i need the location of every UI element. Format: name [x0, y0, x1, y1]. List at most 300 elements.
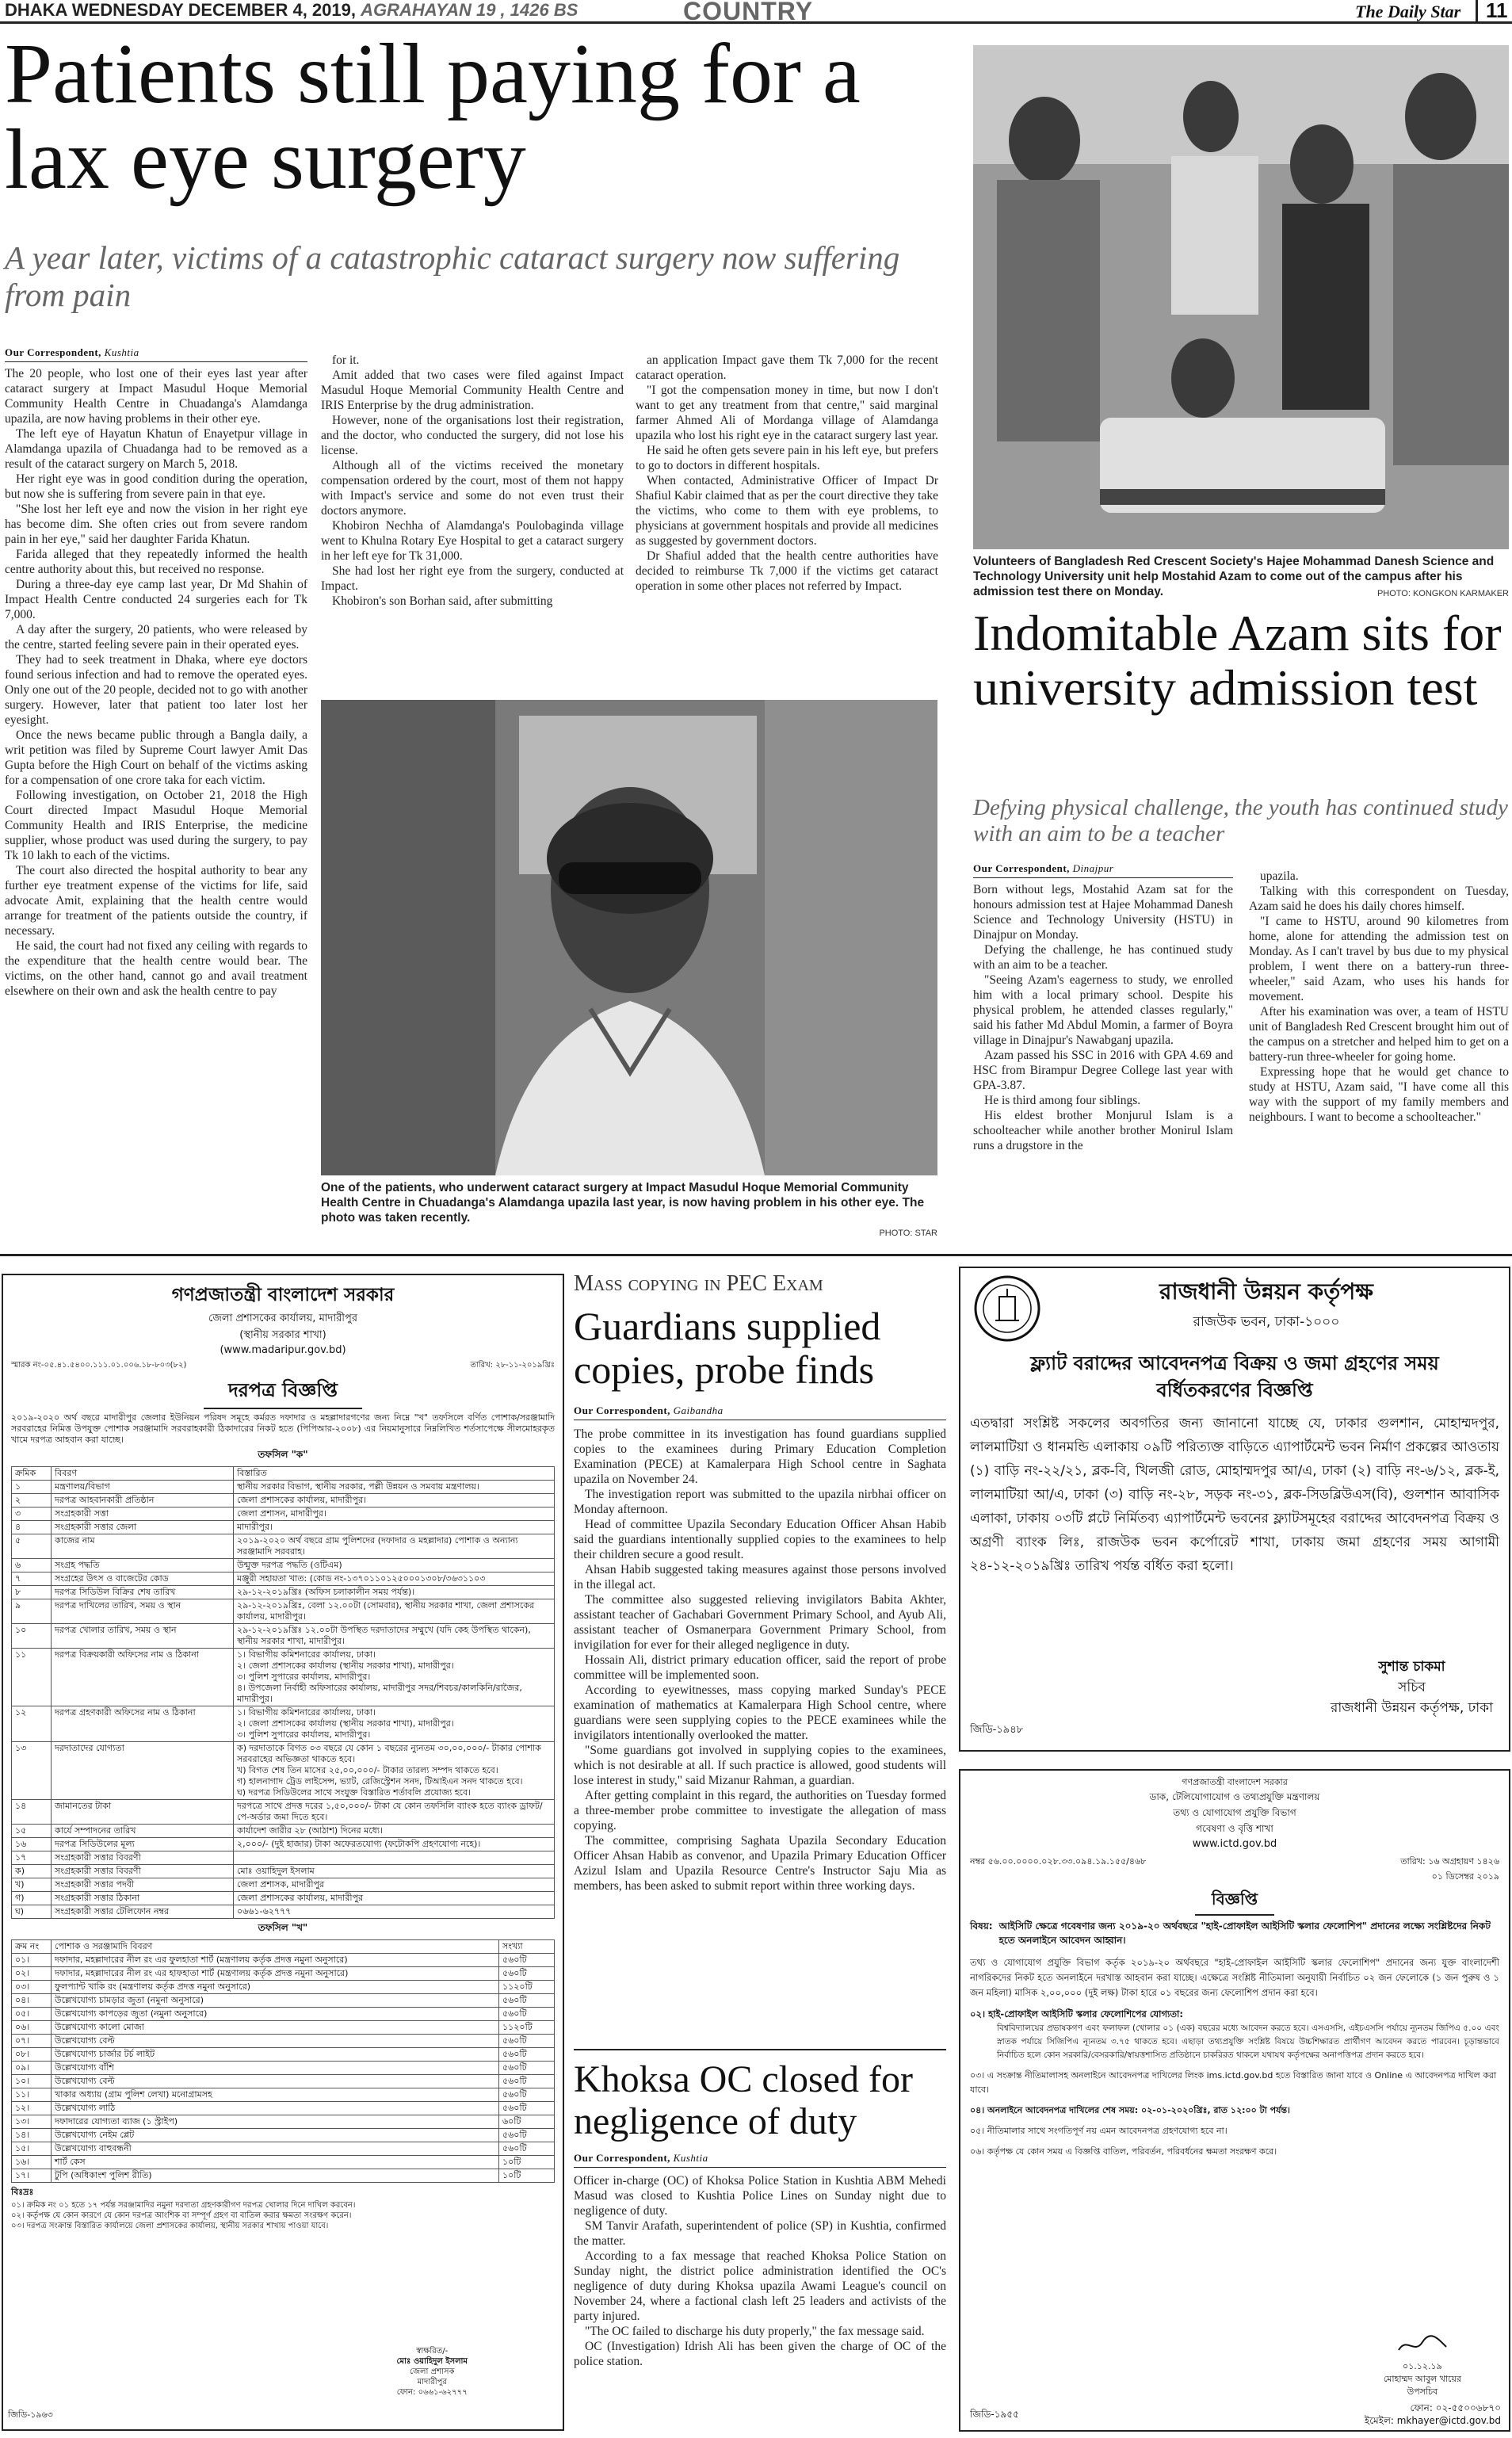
table-cell: জেলা প্রশাসন, মাদারীপুর।	[234, 1508, 555, 1521]
ad-left-memo-row	[11, 1359, 555, 1373]
ad-left-schedule-a: তফসিল "ক"	[258, 1449, 308, 1460]
ict-signature	[1384, 2333, 1461, 2398]
table-cell: ০৯।	[12, 2062, 52, 2075]
ict-date-english: ০১ ডিসেম্বর ২০১৯	[1431, 1871, 1499, 1882]
table-cell: ক) দরদাতাকে বিগত ০৩ বছরে যে কোন ১ বছরের ন্যুনতম ৩০,০০,০০০/- টাকার পোশাক সরবরাহের অভিজ্ঞতা থাকতে হবে। খ) বিগত শেষ তিন মাসের ২৫,০০,০০০/- টাকার তারল্য সম্পদ থাকতে হবে। গ) হালনাগাদ ট্রেড লাইসেন্স, ভ্যাট, রেজিস্ট্রেশন সনদ, টিআইএন সনদ থাকতে হবে। ঘ) দরপত্র সিডিউলের সাথে সংযুক্ত বিস্তারিত শর্তাবলি প্রযোজ্য হবে।	[234, 1742, 555, 1800]
story2-photo-caption: Volunteers of Bangladesh Red Crescent Society's Hajee Mohammad Danesh Science and Technology University unit help Mostahid Azam to come out of the campus after his admission test there on Monday.	[973, 555, 1495, 598]
rajuk-code: জিডি-১৯৪৮	[970, 1724, 1024, 1736]
story1-column-3	[636, 353, 938, 594]
table-cell: মাদারীপুর।	[234, 1521, 555, 1534]
ad-left-branch: (স্থানীয় সরকার শাখা)	[239, 1329, 326, 1341]
ad-left-gov: গণপ্রজাতন্ত্রী বাংলাদেশ সরকার	[171, 1285, 395, 1305]
table-cell: মঞ্জুরী সহায়তা খাত: (কোড নং-১৩৭০১১০১২৫০০০১৩০৮/৩৬৩১১০৩	[234, 1572, 555, 1586]
story3-byline: Our Correspondent, Gaibandha	[574, 1404, 724, 1416]
story2-deck: Defying physical challenge, the youth has continued study with an aim to be a teacher	[973, 795, 1508, 847]
table-cell: ৫৬০টি	[499, 2048, 555, 2062]
table-cell: ক)	[12, 1865, 52, 1878]
ict-branch: গবেষণা ও বৃত্তি শাখা	[1196, 1823, 1273, 1834]
paragraph: According to a fax message that reached Khoksa Police Station on Sunday night, the district police administration identified the OC's negligence of duty during Khoksa upazila Awami League's council on November 24, where a factional clash left 25 leaders and activists of the party injured.	[574, 2249, 946, 2323]
table-cell: ১৭।	[12, 2169, 52, 2183]
table-cell: উল্লেখযোগ্য বাঁশি	[52, 2062, 499, 2075]
paragraph: The court also directed the hospital authority to bear any further eye treatment expense of the victims for life, said advocate Amit, explaining that the health centre would arrange for treatment of the patients outside the country, if necessary.	[5, 864, 307, 938]
table-row	[12, 1494, 555, 1508]
table-cell: সংগ্রহকারী সত্তার ঠিকানা	[52, 1892, 234, 1905]
table-row	[12, 1838, 555, 1851]
signature-title: উপসচিব	[1407, 2386, 1438, 2397]
table-cell: ১৪।	[12, 2129, 52, 2142]
table-row	[12, 1954, 555, 1967]
rajuk-seal-icon	[973, 1274, 1041, 1343]
table-cell: ৫৬০টি	[499, 1994, 555, 2008]
signature-label: স্বাক্ষরিত/-	[416, 2347, 449, 2356]
table-cell: ৮	[12, 1586, 52, 1599]
table-head: সংখ্যা	[499, 1940, 555, 1954]
dateline: DHAKA WEDNESDAY DECEMBER 4, 2019, AGRAHAYAN 19 , 1426 BS	[5, 0, 578, 20]
table-cell: খাকার অধ্যায় (গ্রাম পুলিশ লেখা) মনোগ্রামসহ	[52, 2088, 499, 2102]
table-cell: দরদাতাদের যোগ্যতা	[52, 1742, 234, 1800]
table-cell: ৫৬০টি	[499, 2075, 555, 2088]
table-cell: ৫৬০টি	[499, 2008, 555, 2021]
ad-left-intro: ২০১৯-২০২০ অর্থ বছরে মাদারীপুর জেলার ইউনিয়ন পরিষদ সমূহে কর্মরত দফাদার ও মহল্লাদারগণের জন্য নিম্নে "খ" তফসিলে বর্ণিত পোশাক/সরঞ্জামাদি সরবরাহের নিমিত্ত উপযুক্ত পোশাক সরঞ্জামাদি সরবরাহকারী ঠিকাদারের নিকট হতে (পিপিআর-২০০৮) এর নিয়মানুসারে নিম্নলিখিত শর্তসাপেক্ষে সীলমোহরকৃত খামে দরপত্র আহবান করা যাচ্ছে।	[11, 1412, 555, 1445]
paragraph: an application Impact gave them Tk 7,000 for the recent cataract operation.	[636, 353, 938, 382]
table-cell: ২	[12, 1494, 52, 1508]
table-row	[12, 1572, 555, 1586]
table-cell: ১০	[12, 1624, 52, 1649]
table-cell: ১৭	[12, 1851, 52, 1865]
table-cell: ২৯-১২-২০১৯খ্রিঃ (অফিস চলাকালীন সময় পর্যন্ত)।	[234, 1586, 555, 1599]
table-cell: ৭	[12, 1572, 52, 1586]
paragraph: Expressing hope that he would get chance to study at HSTU, Azam said, "I have come all this way with the support of my family members and neighbours. I want to become a schoolteacher."	[1249, 1065, 1509, 1124]
ict-para-2: বিশ্ববিদ্যালয়ের প্রভাষকগণ এবং ফলাফল (খোলার ০১ (এক) বছরের মধ্যে আবেদন করতে হবে। এসএসসি, এইচএসসি পর্যায়ে ন্যূনতম জিপিএ ৫.০০ এবং স্নাতক পর্যায়ে সিজিপিএ ন্যূনতম ৩.৭৫ থাকতে হবে। এছাড়া তথ্যপ্রযুক্তি সংশ্লিষ্ট বিষয়ে উচ্চশিক্ষারত প্রার্থীগণ আবেদন করতে পারবেন। চূড়ান্তভাবে নির্বাচিত হলে কোন সরকারি/বেসরকারি/স্বায়ত্তশাসিত প্রতিষ্ঠানে চাকরিরত থাকলে যথাযথ কর্তৃপক্ষের অনাপত্তিপত্র প্রদান করতে হবে।	[997, 2023, 1499, 2060]
paragraph: His eldest brother Monjurul Islam is a schoolteacher while another brother Monirul Islam runs a drugstore in the	[973, 1109, 1233, 1152]
story3-kicker: Mass copying in PEC Exam	[574, 1271, 823, 1296]
paragraph: Officer in-charge (OC) of Khoksa Police Station in Kushtia ABM Mehedi Masud was closed to Kushtia Police Lines on Sunday night due to negligence of duty.	[574, 2174, 946, 2218]
table-cell: ৫৬০টি	[499, 2129, 555, 2142]
table-cell: জেলা প্রশাসক, মাদারীপুর	[234, 1878, 555, 1892]
table-cell: কাজের নাম	[52, 1534, 234, 1559]
ict-para-5: ০৫। নীতিমালার সাথে সংগতিপূর্ণ নয় এমন আবেদনপত্র গ্রহণযোগ্য হবে না।	[970, 2126, 1228, 2136]
ad-left-title: দরপত্র বিজ্ঞপ্তি	[204, 1376, 362, 1409]
ict-email: ইমেইল: mkhayer@ictd.gov.bd	[1364, 2415, 1501, 2426]
ict-division: তথ্য ও যোগাযোগ প্রযুক্তি বিভাগ	[1173, 1807, 1296, 1818]
table-cell	[234, 1851, 555, 1865]
table-cell: ১। বিভাগীয় কমিশনারের কার্যালয়, ঢাকা। ২। জেলা প্রশাসকের কার্যালয় (স্থানীয় সরকার শাখা), মাদারীপুর। ৩। পুলিশ সুপারের কার্যালয়, মাদারীপুর। ৪। উপজেলা নির্বাহী অফিসারের কার্যালয়, মাদারীপুর সদর/শিবচর/কালকিনি/রাজৈর, মাদারীপুর।	[234, 1649, 555, 1706]
story3-headline: Guardians supplied copies, probe finds	[574, 1304, 881, 1392]
paragraph: SM Tanvir Arafath, superintendent of police (SP) in Kushtia, confirmed the matter.	[574, 2219, 946, 2248]
table-row	[12, 2062, 555, 2075]
table-cell: উল্লেখযোগ্য কাপড়ের জুতা (নমুনা অনুসারে)	[52, 2008, 499, 2021]
table-cell: দফাদার, মহল্লাদারের নীল রং এর ফুলহাতা শার্ট (মন্ত্রণালয় কর্তৃক প্রদত্ত নমুনা অনুসারে)	[52, 1954, 499, 1967]
table-cell: ১	[12, 1481, 52, 1494]
table-cell: ১৩	[12, 1742, 52, 1800]
table-row	[12, 2035, 555, 2048]
table-head: পোশাক ও সরঞ্জামাদি বিবরণ	[52, 1940, 499, 1954]
table-row	[12, 1825, 555, 1838]
table-row	[12, 1967, 555, 1981]
paragraph: She had lost her right eye from the surgery, conducted at Impact.	[321, 564, 624, 593]
paragraph: Khobiron Nechha of Alamdanga's Poulobaginda village went to Khulna Rotary Eye Hospital to get a cataract surgery in her left eye for Tk 31,000.	[321, 519, 624, 563]
rajuk-body: এতদ্বারা সংশ্লিষ্ট সকলের অবগতির জন্য জানানো যাচ্ছে যে, ঢাকার গুলশান, মোহাম্মদপুর, লালমাটিয়া ও ধানমন্ডি এলাকায় ০৯টি পরিত্যক্ত বাড়িতে এ্যাপার্টমেন্ট ভবন নির্মাণ প্রকল্পের আওতায় (১) বাড়ি নং-২২/২১, ব্লক-বি, খিলজী রোড, মোহাম্মদপুর আ/এ, ঢাকা (২) বাড়ি নং-৬/১২, ব্লক-ই, লালমাটিয়া আ/এ, ঢাকা (৩) বাড়ি নং-২৮, সড়ক নং-৩১, ব্লক-সিডব্লিউএস(বি), গুলশান আবাসিক এলাকা, ঢাকায় ০৩টি প্লটে নির্মিতব্য এ্যাপার্টমেন্ট ভবনের ফ্ল্যাটসমূহের বরাদ্দের আবেদনপত্র বিক্রয় ও অগ্রণী ব্যাংক লিঃ, রাজউক ভবন কর্পোরেট শাখা, ঢাকায় জমা গ্রহণের সময় আগামী ২৪-১২-২০১৯খ্রিঃ তারিখ পর্যন্ত বর্ধিত করা হলো।	[970, 1416, 1499, 1574]
ict-memo: নম্বর ৫৬.০০.০০০০.০২৮.৩৩.০৯৪.১৯.১৫৫/৪৬৮	[970, 1856, 1147, 1867]
paragraph: The committee also suggested relieving invigilators Babita Akhter, assistant teacher of Gachabari Government Primary School, and Ayub Ali, assistant teacher of Osmanerpara Government Primary School, from invigilation for ever for their alleged negligence in duty.	[574, 1593, 946, 1652]
signature-name: মোঃ ওয়াহিদুল ইসলাম	[396, 2357, 468, 2366]
table-cell: ১০টি	[499, 2156, 555, 2169]
page-number: 11	[1476, 0, 1508, 23]
table-cell: জেলা প্রশাসকের কার্যালয়, মাদারীপুর	[234, 1892, 555, 1905]
ict-para-3: ০৩। এ সংক্রান্ত নীতিমালাসহ অনলাইনে আবেদনপত্র দাখিলের লিংক ims.ictd.gov.bd হতে বিস্তারিত জানা যাবে ও Online এ আবেদনপত্র দাখিল করা যাবে।	[970, 2070, 1497, 2095]
paragraph: Farida alleged that they repeatedly informed the health centre authority about this, but received no response.	[5, 548, 307, 576]
table-row	[12, 1559, 555, 1572]
ict-subject	[970, 1919, 1499, 1947]
ict-ministry: ডাক, টেলিযোগাযোগ ও তথ্যপ্রযুক্তি মন্ত্রণালয়	[1149, 1791, 1320, 1802]
table-cell: সংগ্রহকারী সত্তার টেলিফোন নম্বর	[52, 1905, 234, 1919]
table-cell: ০৪।	[12, 1994, 52, 2008]
table-cell: ৯	[12, 1599, 52, 1624]
story2-photo-credit: PHOTO: KONGKON KARMAKER	[1376, 589, 1509, 598]
ad-left-code: জিডি-১৯৬৩	[8, 2409, 53, 2420]
table-row	[12, 1586, 555, 1599]
table-cell: ১৬।	[12, 2156, 52, 2169]
table-cell: উল্লেখযোগ্য চার্জার টর্চ লাইট	[52, 2048, 499, 2062]
ict-code: জিডি-১৯৫৫	[970, 2409, 1019, 2420]
paragraph: The committee, comprising Saghata Upazila Secondary Education Officer Ahsan Habib as convenor, and Upazila Primary Education Officer Azizul Islam and Upazila Resource Centre's Instructor Saju Mia as members, has been asked to submit report within three working days.	[574, 1834, 946, 1893]
table-cell: দরপত্র সিডিউল বিক্রির শেষ তারিখ	[52, 1586, 234, 1599]
table-row	[12, 1706, 555, 1742]
story2-column-1	[973, 882, 1233, 1153]
paragraph: The investigation report was submitted to the upazila nirbhai officer on Monday afternoon.	[574, 1488, 946, 1516]
table-cell: ২০১৯-২০২০ অর্থ বছরে গ্রাম পুলিশদের (দফাদার ও মহল্লাদার) পোশাক ও অন্যান্য সরঞ্জামাদি সরবরাহ।	[234, 1534, 555, 1559]
signature-name: মোহাম্মদ আবুল খায়ের	[1383, 2374, 1461, 2384]
table-cell: ১৩।	[12, 2115, 52, 2129]
table-cell: জেলা প্রশাসকের কার্যালয়, মাদারীপুর।	[234, 1494, 555, 1508]
signature-org: রাজধানী উন্নয়ন কর্তৃপক্ষ, ঢাকা	[1330, 1700, 1493, 1716]
table-row	[12, 1521, 555, 1534]
table-row	[12, 2048, 555, 2062]
signature-place: মাদারীপুর	[417, 2378, 447, 2386]
ict-para-2-title: ০২। হাই-প্রোফাইল আইসিটি স্কলার ফেলোশিপের যোগ্যতা:	[970, 2008, 1183, 2020]
table-cell: গ)	[12, 1892, 52, 1905]
paragraph: Her right eye was in good condition during the operation, but now she is suffering from severe pain in that eye.	[5, 472, 307, 501]
table-cell: দরপত্র সিডিউলের মূল্য	[52, 1838, 234, 1851]
paragraph: "She lost her left eye and now the vision in her right eye has become dim. She often cries out from severe random pain in her eye," said her daughter Farida Khatun.	[5, 503, 307, 546]
rajuk-org: রাজধানী উন্নয়ন কর্তৃপক্ষ	[1159, 1278, 1373, 1305]
table-row	[12, 2169, 555, 2183]
table-cell: ১২।	[12, 2102, 52, 2115]
table-cell: দরপত্র গ্রহণকারী অফিসের নাম ও ঠিকানা	[52, 1706, 234, 1742]
table-cell: ১১২০টি	[499, 1981, 555, 1994]
table-cell: সংগ্রহকারী সত্তা	[52, 1508, 234, 1521]
patient-photo-image	[321, 700, 937, 1175]
table-row	[12, 2075, 555, 2088]
paragraph: "Some guardians got involved in supplying copies to the examinees, which is not desirable at all. If such practice is allowed, good students will lose interest in study," said Mizanur Rahman, a guardian.	[574, 1744, 946, 1787]
story3-body	[574, 1427, 946, 1893]
rajuk-address: রাজউক ভবন, ঢাকা-১০০০	[1193, 1314, 1340, 1330]
table-row	[12, 1865, 555, 1878]
table-cell: ০৭।	[12, 2035, 52, 2048]
table-row	[12, 2156, 555, 2169]
table-cell: ২৯-১২-২০১৯খ্রিঃ ১২.০০টা উপস্থিত দরদাতাদের সম্মুখে (যদি কেহ উপস্থিত থাকেন), স্থানীয় সরকার শাখা, মাদারীপুর।	[234, 1624, 555, 1649]
table-cell: সংগ্রহ পদ্ধতি	[52, 1559, 234, 1572]
table-cell: ০১।	[12, 1954, 52, 1967]
story4-byline: Our Correspondent, Kushtia	[574, 2152, 708, 2164]
ad-left-signature	[397, 2346, 468, 2398]
table-cell: ফুলপ্যান্ট খাকি রং (মন্ত্রণালয় কর্তৃক প্রদত্ত নমুনা অনুসারে)	[52, 1981, 499, 1994]
table-head: বিস্তারিত	[234, 1467, 555, 1481]
table-cell: ০৮।	[12, 2048, 52, 2062]
table-cell: ০৬।	[12, 2021, 52, 2035]
table-cell: দফাদারের যোগ্যতা ব্যাজ (১ স্ট্রাইপ)	[52, 2115, 499, 2129]
ict-fellowship-advertisement	[959, 1769, 1510, 2432]
story1-column-2	[321, 353, 624, 609]
story4-headline: Khoksa OC closed for negligence of duty	[574, 2058, 913, 2142]
table-cell: উল্লেখযোগ্য নেইম প্লেট	[52, 2129, 499, 2142]
story1-photo-patient	[321, 700, 937, 1175]
table-row	[12, 1981, 555, 1994]
table-cell: ৫৬০টি	[499, 1954, 555, 1967]
tender-notice-advertisement	[2, 1274, 564, 2431]
table-row	[12, 1481, 555, 1494]
signature-title: সচিব	[1398, 1679, 1426, 1695]
paragraph: Dr Shafiul added that the health centre authorities have decided to reimburse Tk 7,000 if the victims get cataract operation in some other places not referred by Impact.	[636, 549, 938, 593]
table-row	[12, 2129, 555, 2142]
ad-left-schedule-b: তফসিল "খ"	[258, 1922, 308, 1933]
table-row	[12, 2142, 555, 2156]
ict-subject-label: বিষয়:	[970, 1920, 993, 1932]
table-row	[12, 1851, 555, 1865]
schedule-a-table	[11, 1466, 555, 1919]
ict-contact	[1365, 2402, 1501, 2427]
table-cell: সংগ্রহকারী সত্তার বিবরণী	[52, 1865, 234, 1878]
story2-byline: Our Correspondent, Dinajpur	[973, 862, 1114, 874]
paragraph: "Seeing Azam's eagerness to study, we enrolled him with a local primary school. Despite his physical problem, he attended classes regularly," said his father Md Abdul Momin, a farmer of Boyra village in Dinajpur's Nawabganj upazila.	[973, 973, 1233, 1047]
table-head: ক্রম নং	[12, 1940, 52, 1954]
paragraph: After getting complaint in this regard, the authorities on Tuesday formed a three-member probe committee to investigate the allegation of mass copying.	[574, 1789, 946, 1832]
paragraph: Head of committee Upazila Secondary Education Officer Ahsan Habib said the guardians intentionally supplied copies to the examinees to help their children secure a good result.	[574, 1518, 946, 1561]
ict-para-6: ০৬। কর্তৃপক্ষ যে কোন সময় এ বিজ্ঞপ্তি বাতিল, পরিবর্তন, পরিবর্ধনের ক্ষমতা সংরক্ষণ করে।	[970, 2146, 1277, 2157]
paragraph: Born without legs, Mostahid Azam sat for the honours admission test at Hajee Mohammad Danesh Science and Technology University (HSTU) in Dinajpur on Monday.	[973, 883, 1233, 942]
table-cell: ১০টি	[499, 2169, 555, 2183]
table-cell: সংগ্রহকারী সত্তার বিবরণী	[52, 1851, 234, 1865]
table-row	[12, 2021, 555, 2035]
story1-photo-credit: PHOTO: STAR	[879, 1229, 937, 1238]
table-cell: ১৫	[12, 1825, 52, 1838]
paragraph: OC (Investigation) Idrish Ali has been given the charge of OC of the police station.	[574, 2340, 946, 2368]
table-cell: টুপি (অধিকাংশ পুলিশ রীতি)	[52, 2169, 499, 2183]
story1-headline: Patients still paying for a lax eye surgery	[5, 27, 861, 207]
paragraph: When contacted, Administrative Officer of Impact Dr Shafiul Kabir claimed that as per the court directive they take the victims, who come to them with eye problems, to physicians at government hospitals and provide all medicines as suggested by government doctors.	[636, 474, 938, 548]
table-cell: শার্ট কেস	[52, 2156, 499, 2169]
table-cell: কার্যে সম্পাদনের তারিখ	[52, 1825, 234, 1838]
ad-left-notes-title: বিঃদ্রঃ	[11, 2187, 34, 2197]
table-cell: উল্লেখযোগ্য লাঠি	[52, 2102, 499, 2115]
table-cell: ৫৬০টি	[499, 2102, 555, 2115]
ict-memo-row	[970, 1855, 1499, 1885]
table-cell: ১৫।	[12, 2142, 52, 2156]
paragraph: He said he often gets severe pain in his left eye, but prefers to go to doctors in different hospitals.	[636, 444, 938, 472]
ict-phone: ফোন: ০২-৫৫০০৬৮৭০	[1410, 2402, 1501, 2413]
table-cell: ১৬	[12, 1838, 52, 1851]
paragraph: Ahsan Habib suggested taking measures against those persons involved in the illegal act.	[574, 1563, 946, 1592]
ad-left-office: জেলা প্রশাসকের কার্যালয়, মাদারীপুর	[208, 1313, 357, 1324]
story2-headline: Indomitable Azam sits for university admission test	[973, 605, 1502, 716]
paragraph: The left eye of Hayatun Khatun of Enayetpur village in Alamdanga upazila of Chuadanga had to be removed as a result of the cataract surgery on March 5, 2018.	[5, 427, 307, 471]
ict-title: বিজ্ঞপ্তি	[1195, 1888, 1274, 1916]
volunteers-photo-image	[973, 45, 1509, 549]
table-cell: দরপত্র দাখিলের তারিখ, সময় ও স্থান	[52, 1599, 234, 1624]
paragraph: Talking with this correspondent on Tuesday, Azam said he does his daily chores himself.	[1249, 885, 1509, 913]
paragraph: However, none of the organisations lost their registration, and the doctor, who conducted the surgery, did not lose his license.	[321, 414, 624, 457]
page-header	[0, 0, 1512, 24]
paragraph: Following investigation, on October 21, 2018 the High Court directed Impact Masudul Hoque Memorial Community Health and IRIS Enterprise, the medicine supplier, whose product was used during the surgery, to pay Tk 10 lakh to each of the victims.	[5, 789, 307, 862]
ict-subject-text: আইসিটি ক্ষেত্রে গবেষণার জন্য ২০১৯-২০ অর্থবছরে "হাই-প্রোফাইল আইসিটি স্কলার ফেলোশিপ" প্রদানের লক্ষ্যে সংশ্লিষ্টদের নিকট হতে অনলাইনে আবেদন আহ্বান।	[998, 1920, 1491, 1946]
paragraph: "I got the compensation money in time, but now I don't want to get any treatment from that centre," said marginal farmer Ahmed Ali of Mordanga village of Alamdanga upazila who lost his right eye in the cataract surgery last year.	[636, 384, 938, 442]
paragraph: Defying the challenge, he has continued study with an aim to be a teacher.	[973, 943, 1233, 972]
paragraph: A day after the surgery, 20 patients, who were released by the centre, started feeling severe pain in their operated eyes.	[5, 623, 307, 652]
table-head: বিবরণ	[52, 1467, 234, 1481]
rajuk-title: ফ্ল্যাট বরাদ্দের আবেদনপত্র বিক্রয় ও জমা গ্রহণের সময় বর্ধিতকরণের বিজ্ঞপ্তি	[1030, 1352, 1439, 1401]
table-cell: ০৫।	[12, 2008, 52, 2021]
table-row	[12, 1599, 555, 1624]
section-name: COUNTRY	[683, 0, 814, 25]
paragraph: Once the news became public through a Bangla daily, a writ petition was filed by Supreme Court lawyer Amit Das Gupta before the High Court on behalf of the victims asking for a compensation of one crore taka for each victim.	[5, 728, 307, 787]
paragraph: They had to seek treatment in Dhaka, where eye doctors found serious infection and had to remove the operated eyes. Only one out of the 20 people, decided not to go with another surgery. However, later that patient too later lost her eyesight.	[5, 653, 307, 727]
ict-para-1: তথ্য ও যোগাযোগ প্রযুক্তি বিভাগ কর্তৃক ২০১৯-২০ অর্থবছরে "হাই-প্রোফাইল আইসিটি স্কলার ফেলোশিপ" প্রদানের জন্য যুক্ত বাংলাদেশী নাগরিকদের নিকট হতে অনলাইনে দরখাস্ত আহবান করা যাচ্ছে। এক্ষেত্রে সংশ্লিষ্ট নীতিমালা অনুযায়ী নির্বাচিত ০২ জন ফেলোকে (১ জন পুরুষ ও ১ জন মহিলা) মাসিক ২,০০,০০০ (দুই লক্ষ) টাকা হারে ০১ বছরের জন্য ফেলোশিপ প্রদান করা হবে।	[970, 1957, 1499, 1998]
signature-title: জেলা প্রশাসক	[410, 2367, 455, 2376]
table-cell: ৪	[12, 1521, 52, 1534]
story1-deck: A year later, victims of a catastrophic cataract surgery now suffering from pain	[5, 239, 900, 314]
table-cell: স্থানীয় সরকার বিভাগ, স্থানীয় সরকার, পল্লী উন্নয়ন ও সমবায় মন্ত্রণালয়।	[234, 1481, 555, 1494]
ict-date-bangla: তারিখ: ১৬ অগ্রহায়ণ ১৪২৬	[1400, 1856, 1499, 1867]
ad-left-date: তারিখ: ২৮-১১-২০১৯খ্রিঃ	[470, 1361, 555, 1370]
table-cell: দরপত্র বিক্রয়কারী অফিসের নাম ও ঠিকানা	[52, 1649, 234, 1706]
table-cell: ৫৬০টি	[499, 2088, 555, 2102]
table-cell: ১০।	[12, 2075, 52, 2088]
table-cell: ০৬৬১-৬২৭৭৭	[234, 1905, 555, 1919]
paragraph: He is third among four siblings.	[984, 1094, 1141, 1107]
paragraph: "I came to HSTU, around 90 kilometres from home, alone for attending the admission test on Monday. As I can't travel by bus due to my physical problem, I went there on a battery-run three-wheeler," said Azam, who uses his hands for movement.	[1249, 915, 1509, 1003]
paragraph: After his examination was over, a team of HSTU unit of Bangladesh Red Crescent brought him out of the campus on a stretcher and helped him to get on a battery-run three-wheeler for going home.	[1249, 1005, 1509, 1064]
table-cell: ১২	[12, 1706, 52, 1742]
table-row	[12, 2008, 555, 2021]
paragraph: Azam passed his SSC in 2016 with GPA 4.69 and HSC from Birampur Degree College last year with GPA-3.87.	[973, 1049, 1233, 1092]
paragraph: According to eyewitnesses, mass copying marked Sunday's PECE examination of mathematics at Kamalerpara High School centre, where guardians were seen supplying copies to the PECE examinees while the invigilators intentionally overlooked the matter.	[574, 1683, 946, 1742]
table-cell: কার্যাদেশ জারীর ২৮ (আঠাশ) দিনের মধ্যে।	[234, 1825, 555, 1838]
table-row	[12, 2088, 555, 2102]
schedule-b-table	[11, 1939, 555, 2183]
table-row	[12, 1742, 555, 1800]
table-cell: উল্লেখযোগ্য বেল্ট	[52, 2075, 499, 2088]
ad-left-memo: স্মারক নং-০৫.৪১.৫৪০০.১১১.০১.০০৬.১৮-৮০৩(৮২)	[11, 1361, 187, 1370]
paragraph: The probe committee in its investigation has found guardians supplied copies to the examinees during Primary Education Completion Examination (PECE) at Kamalerpara High School centre in Saghata upazila on November 24.	[574, 1427, 946, 1486]
ad-left-notes: ০১। ক্রমিক নং ০১ হতে ১৭ পর্যন্ত সরঞ্জামাদির নমুনা দরদাতা গ্রহণকারীগণ দরপত্র খোলার দিনে দাখিল করবেন। ০২। কর্তৃপক্ষ যে কোন কারণে যে কোন দরপত্র আংশিক বা সম্পূর্ণ গ্রহণ বা বাতিল করার ক্ষমতা সংরক্ষণ করেন। ০৩। দরপত্র সংক্রান্ত বিস্তারিত কার্যালয়ে জেলা প্রশাসকের কার্যালয়, স্থানীয় সরকার শাখায় পাওয়া যাবে।	[11, 2201, 356, 2230]
table-cell: জামানতের টাকা	[52, 1800, 234, 1825]
table-cell: দরপত্র খোলার তারিখ, সময় ও স্থান	[52, 1624, 234, 1649]
table-cell: ৫৬০টি	[499, 1967, 555, 1981]
table-cell: উন্মুক্ত দরপত্র পদ্ধতি (ওটিএম)	[234, 1559, 555, 1572]
table-row	[12, 1508, 555, 1521]
table-cell: ৬	[12, 1559, 52, 1572]
table-cell: মোঃ ওয়াহিদুল ইসলাম	[234, 1865, 555, 1878]
table-cell: ২৯-১২-২০১৯খ্রিঃ, বেলা ১২.০০টা (সোমবার), স্থানীয় সরকার শাখা, জেলা প্রশাসকের কার্যালয়, মাদারীপুর।	[234, 1599, 555, 1624]
table-cell: ঘ)	[12, 1905, 52, 1919]
signature-phone: ফোন: ০৬৬১-৬২৭৭৭	[396, 2388, 468, 2397]
table-row	[12, 1800, 555, 1825]
signature-scribble-icon	[1395, 2333, 1450, 2356]
rajuk-signature	[1331, 1657, 1493, 1718]
table-cell: ১১	[12, 1649, 52, 1706]
table-cell: উল্লেখযোগ্য বেল্ট	[52, 2035, 499, 2048]
table-row	[12, 1878, 555, 1892]
paragraph: Although all of the victims received the monetary compensation ordered by the court, most of them not happy with Impact's service and some do not even trust their doctors anymore.	[321, 459, 624, 518]
table-head: ক্রমিক	[12, 1467, 52, 1481]
table-cell: ০২।	[12, 1967, 52, 1981]
table-cell: উল্লেখযোগ্য বাহুবন্ধনী	[52, 2142, 499, 2156]
table-row	[12, 1905, 555, 1919]
paragraph: The 20 people, who lost one of their eyes last year after cataract surgery at Impact Masudul Hoque Memorial Community Health Centre in Chuadanga's Alamdanga upazila, are now having problems in their other eye.	[5, 367, 307, 426]
table-cell: ১১।	[12, 2088, 52, 2102]
ict-website: www.ictd.gov.bd	[1192, 1838, 1277, 1850]
table-cell: ১১২০টি	[499, 2021, 555, 2035]
table-cell: ৫৬০টি	[499, 2142, 555, 2156]
table-cell: ৫৬০টি	[499, 2035, 555, 2048]
table-row	[12, 2115, 555, 2129]
table-cell: দফাদার, মহল্লাদারের নীল রং এর হাফহাতা শার্ট (মন্ত্রণালয় কর্তৃক প্রদত্ত নমুনা অনুসারে)	[52, 1967, 499, 1981]
signature-date: ০১.১২.১৯	[1402, 2361, 1442, 2371]
table-row	[12, 2102, 555, 2115]
table-row	[12, 1649, 555, 1706]
table-cell: ১। বিভাগীয় কমিশনারের কার্যালয়, ঢাকা। ২। জেলা প্রশাসকের কার্যালয় (স্থানীয় সরকার শাখা), মাদারীপুর। ৩। পুলিশ সুপারের কার্যালয়, মাদারীপুর।	[234, 1706, 555, 1742]
paragraph: He said, the court had not fixed any ceiling with regards to the expenditure that the health centre would bear. The victims, on the other hand, cannot go and avail treatment elsewhere on their own and ask the health centre to pay	[5, 939, 307, 998]
table-cell: দরপত্রে সাথে প্রদত্ত দরের ১,৫০,০০০/- টাকা যে কোন তফসিলি ব্যাংক হতে ব্যাংক ড্রাফট/পে-অর্ডার জমা দিতে হবে।	[234, 1800, 555, 1825]
table-cell: ০৩।	[12, 1981, 52, 1994]
table-cell: সংগ্রহকারী সত্তার জেলা	[52, 1521, 234, 1534]
table-cell: দরপত্র আহবানকারী প্রতিষ্ঠান	[52, 1494, 234, 1508]
table-cell: সংগ্রহকারী সত্তার পদবী	[52, 1878, 234, 1892]
rajuk-notice-advertisement	[959, 1267, 1510, 1752]
table-cell: মন্ত্রণালয়/বিভাগ	[52, 1481, 234, 1494]
ict-dates	[1400, 1855, 1499, 1885]
table-row	[12, 1534, 555, 1559]
ict-gov: গণপ্রজাতন্ত্রী বাংলাদেশ সরকার	[1182, 1777, 1288, 1787]
ict-para-4: ০৪। অনলাইনে আবেদনপত্র দাখিলের শেষ সময়: ০২-০১-২০২০খ্রিঃ, রাত ১২:০০ টা পর্যন্ত।	[970, 2105, 1290, 2115]
paragraph: Hossain Ali, district primary education officer, said the report of probe committee will be implemented soon.	[574, 1653, 946, 1682]
story2-photo-volunteers	[973, 45, 1509, 549]
table-row	[12, 1892, 555, 1905]
table-cell: ৫৬০টি	[499, 2062, 555, 2075]
table-cell: উল্লেখযোগ্য কালো মোজা	[52, 2021, 499, 2035]
paragraph: Amit added that two cases were filed against Impact Masudul Hoque Memorial Community Health Centre and IRIS Enterprise by the drug administration.	[321, 369, 624, 412]
paragraph: "The OC failed to discharge his duty properly," the fax message said.	[585, 2325, 925, 2338]
story4-body	[574, 2173, 946, 2369]
story1-column-1	[5, 366, 307, 999]
ad-left-website: (www.madaripur.gov.bd)	[220, 1344, 346, 1356]
story2-column-2	[1249, 869, 1509, 1125]
table-cell: ৬০টি	[499, 2115, 555, 2129]
paragraph: Khobiron's son Borhan said, after submitting	[332, 594, 553, 608]
table-cell: খ)	[12, 1878, 52, 1892]
paragraph: During a three-day eye camp last year, Dr Md Shahin of Impact Health Centre conducted 24 surgeries each for Tk 7,000.	[5, 578, 307, 621]
table-cell: ৩	[12, 1508, 52, 1521]
table-cell: ৫	[12, 1534, 52, 1559]
paragraph: upazila.	[1260, 869, 1299, 883]
table-row	[12, 1624, 555, 1649]
story1-photo-caption: One of the patients, who underwent cataract surgery at Impact Masudul Hoque Memorial Community Health Centre in Chuadanga's Alamdanga upazila last year, is now having problem in his other eye. The photo was taken recently.	[321, 1181, 925, 1225]
table-cell: সংগ্রহের উৎস ও বাজেটের কোড	[52, 1572, 234, 1586]
masthead: The Daily Star	[1355, 2, 1461, 21]
story1-byline: Our Correspondent, Kushtia	[5, 346, 139, 358]
signature-name: সুশান্ত চাকমা	[1378, 1659, 1445, 1675]
table-cell: ২,০০০/- (দুই হাজার) টাকা অফেরতযোগ্য (ফটোকপি গ্রহণযোগ্য নহে)।	[234, 1838, 555, 1851]
